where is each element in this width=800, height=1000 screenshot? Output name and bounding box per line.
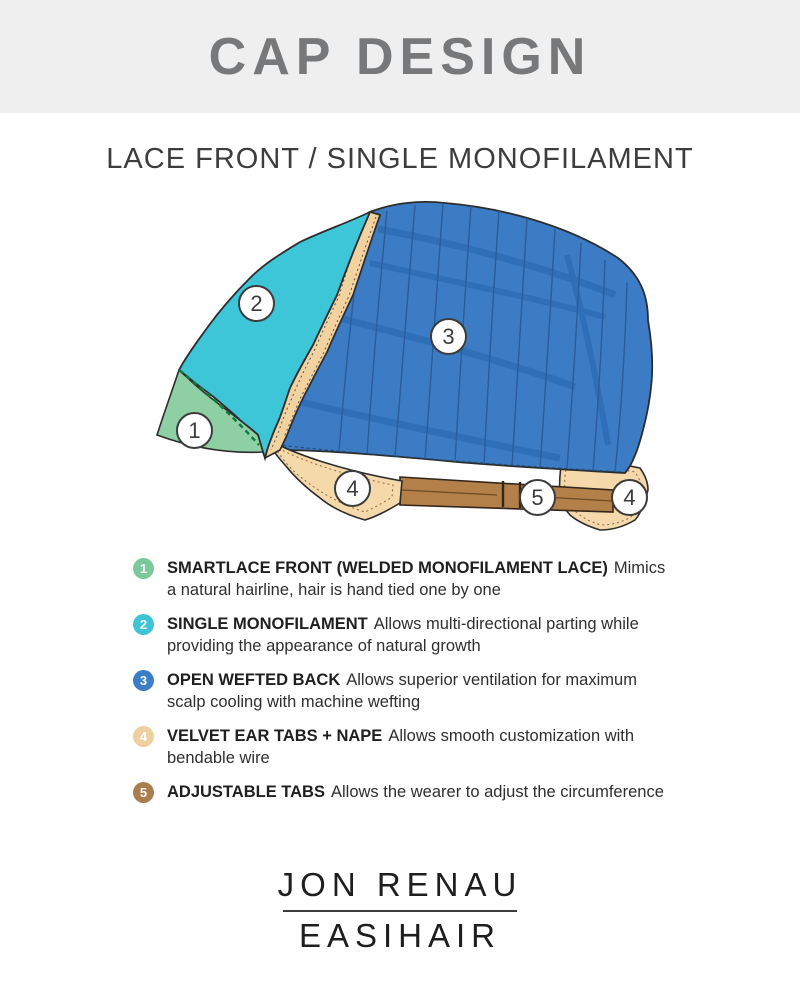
legend-desc: Allows superior ventilation for maximum scalp cooling with machine wefting [167,671,637,711]
legend-item-single-monofilament [133,614,673,657]
cap-type-subtitle: LACE FRONT / SINGLE MONOFILAMENT [106,143,694,175]
legend-bullet-5: 5 [133,782,154,803]
legend-title: SINGLE MONOFILAMENT [167,615,368,633]
legend-desc: Allows smooth customization with bendable wire [167,727,635,767]
legend-desc: Mimics a natural hairline, hair is hand tied one by one [167,559,666,599]
cap-diagram [135,195,665,545]
legend-bullet-4: 4 [133,726,154,747]
callout-badge-3: 3 [430,318,467,355]
brand-divider [283,910,517,912]
legend-desc: Allows the wearer to adjust the circumference [330,783,664,801]
callout-badge-1: 1 [176,412,213,449]
legend-title: VELVET EAR TABS + NAPE [167,727,383,745]
cap-illustration [135,195,665,545]
legend-item-smartlace-front [133,558,673,601]
brand-logo [0,866,800,955]
legend-title: OPEN WEFTED BACK [167,671,341,689]
legend-bullet-1: 1 [133,558,154,579]
legend-bullet-2: 2 [133,614,154,635]
callout-badge-4-right: 4 [611,479,648,516]
page-title: CAP DESIGN [208,27,592,86]
callout-badge-4-left: 4 [334,470,371,507]
legend-title: ADJUSTABLE TABS [167,783,325,801]
legend-title: SMARTLACE FRONT (WELDED MONOFILAMENT LACE) [167,559,608,577]
legend-item-velvet-ear-tabs [133,726,673,769]
callout-badge-2: 2 [238,285,275,322]
legend-item-adjustable-tabs [133,782,673,804]
legend-item-open-wefted-back [133,670,673,713]
legend [133,558,673,817]
brand-name: JON RENAU [277,866,523,903]
callout-badge-5: 5 [519,479,556,516]
legend-desc: Allows multi-directional parting while providing the appearance of natural growth [167,615,639,655]
legend-bullet-3: 3 [133,670,154,691]
brand-subname: EASIHAIR [298,917,502,954]
header-banner [0,0,800,113]
